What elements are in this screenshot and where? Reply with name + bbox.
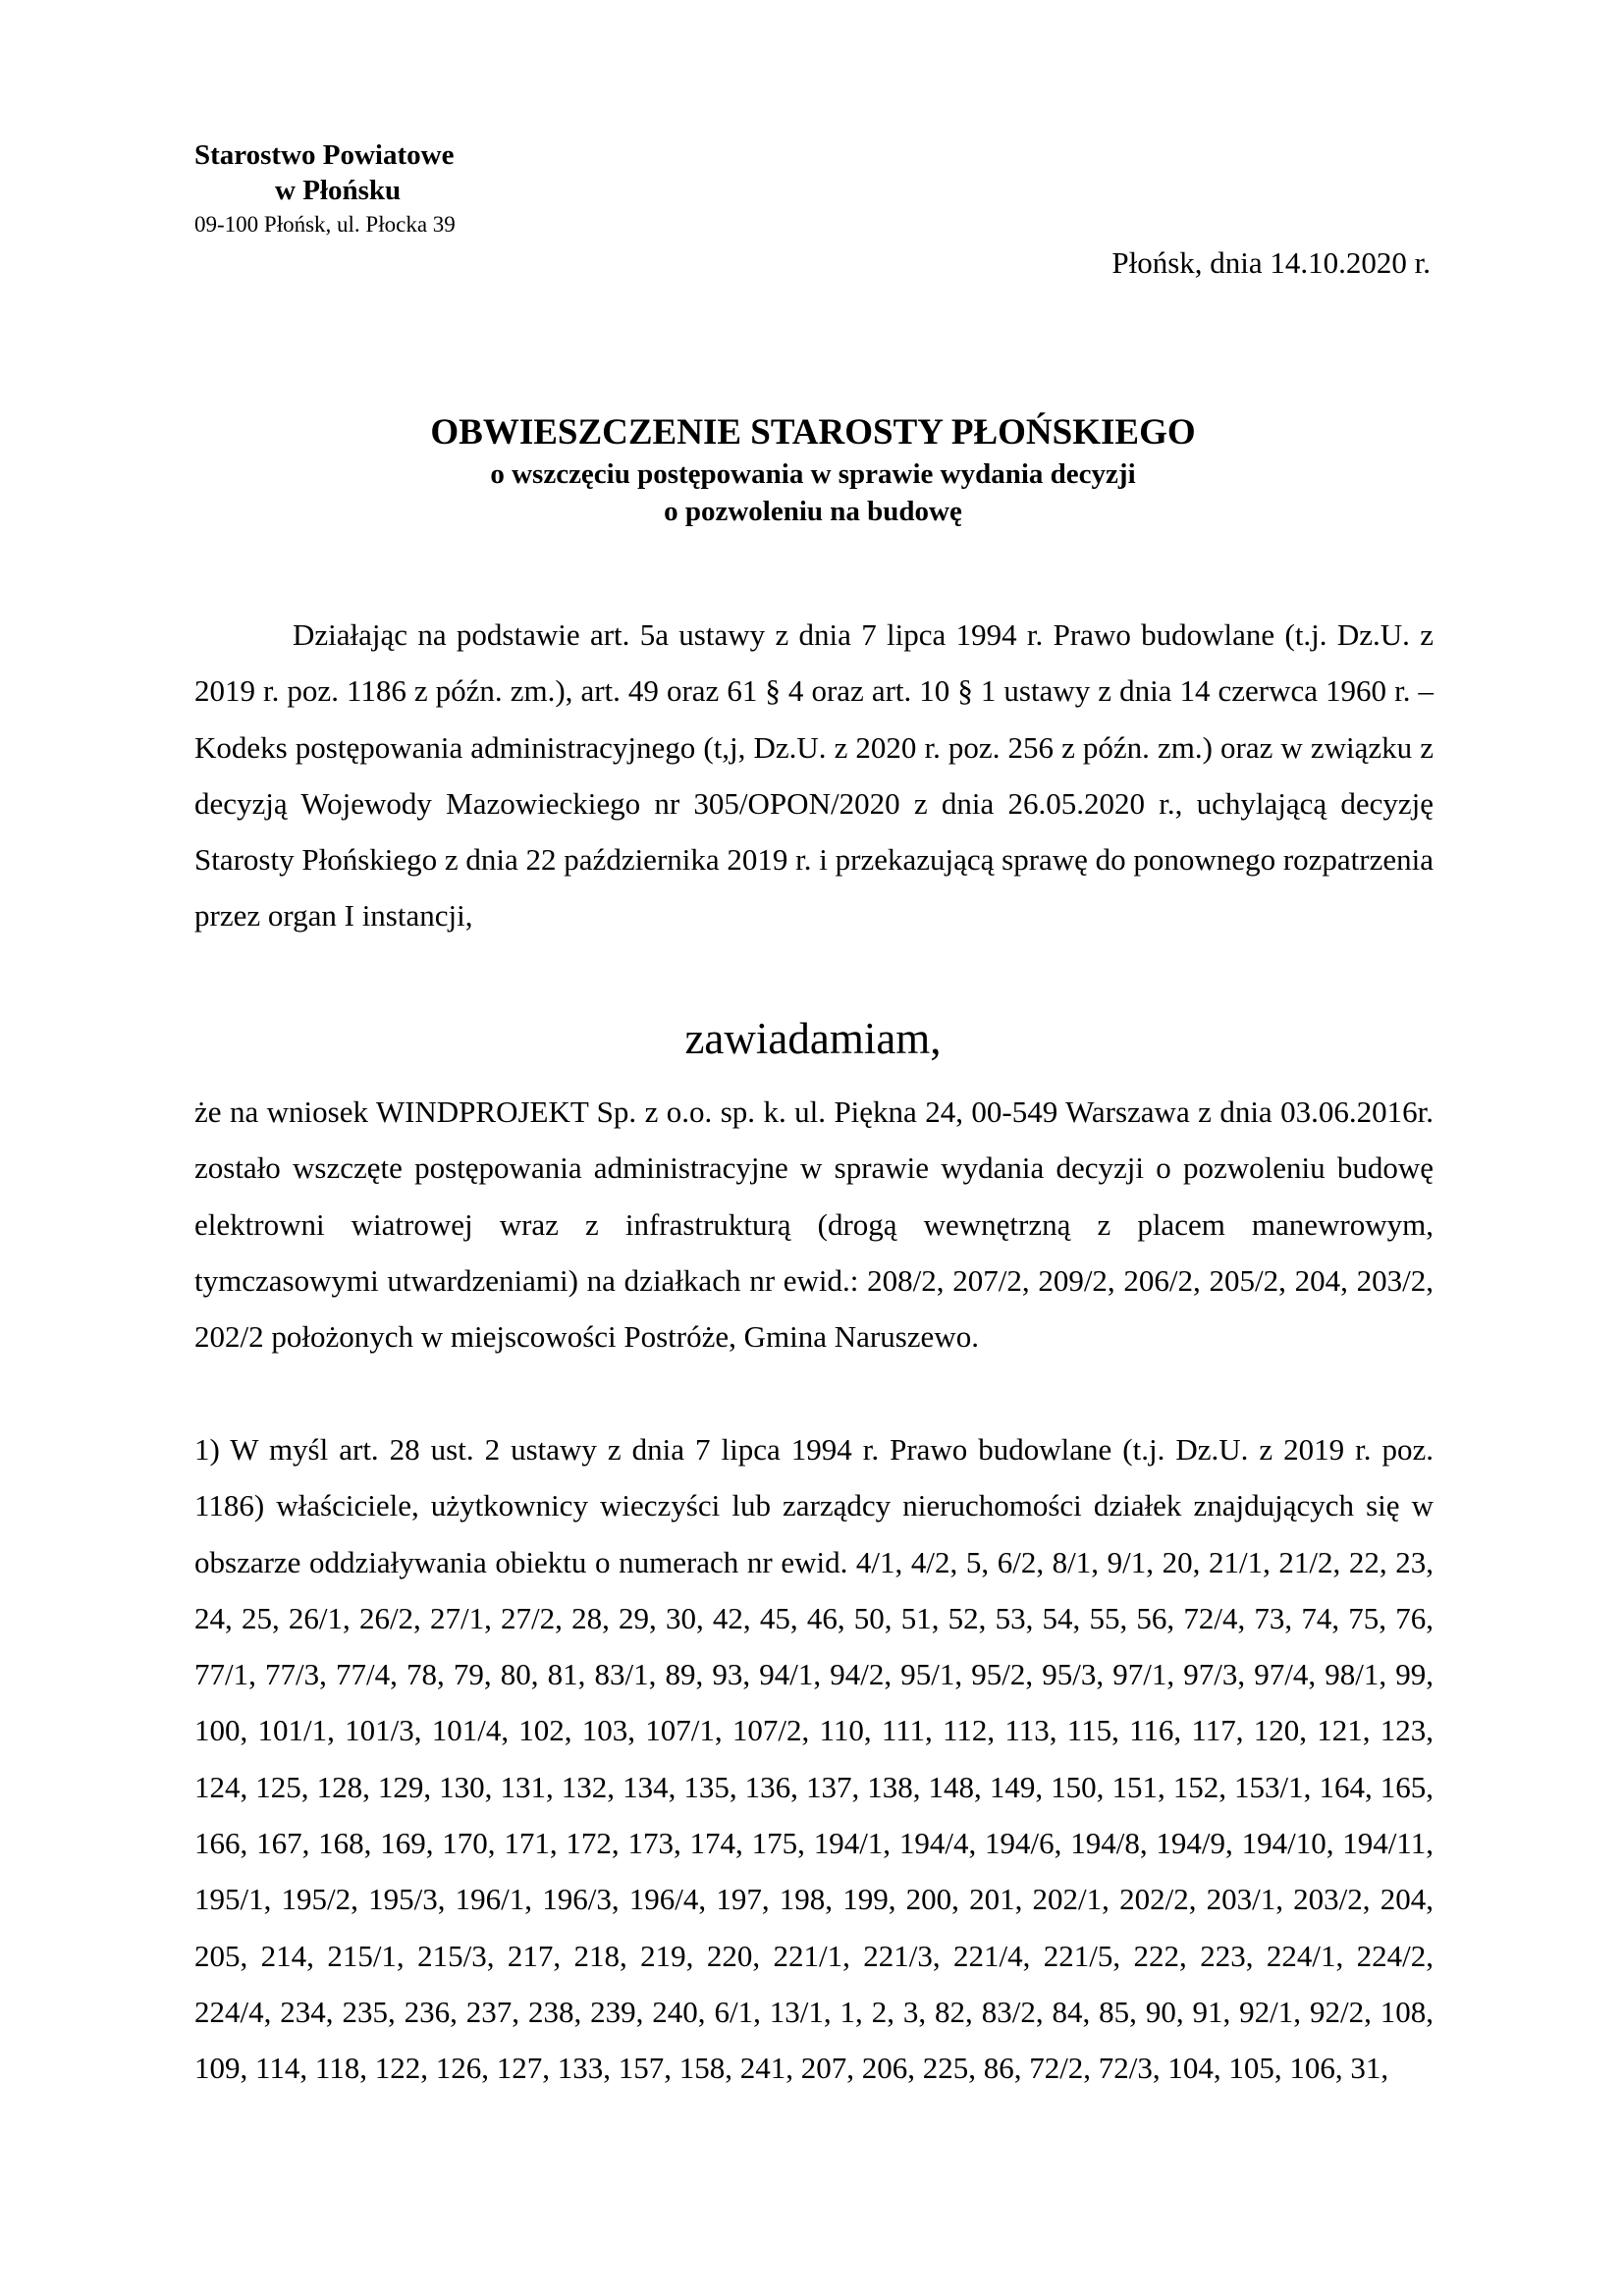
- notify-heading: zawiadamiam,: [684, 1014, 942, 1063]
- document-subtitle-line-2: o pozwoleniu na budowę: [664, 496, 962, 527]
- issuing-office: [194, 137, 456, 240]
- intro-text: Działając na podstawie art. 5a ustawy z dnia 7 lipca 1994 r. Prawo budowlane (t.j. Dz.U. z 2019 r. poz. 1186 z późn. zm.), art. 49 oraz 61 § 4 oraz art. 10 § 1 ustawy z dnia 14 czerwca 1960 r. – Kodeks postępowania administracyjnego (t,j, Dz.U. z 2020 r. poz. 256 z późn. zm.) oraz w związku z decyzją Wojewody Mazowieckiego nr 305/OPON/2020 z dnia 26.05.2020 r., uchylającą decyzję Starosty Płońskiego z dnia 22 października 2019 r. i przekazującą sprawę do ponownego rozpatrzenia przez organ I instancji,: [194, 617, 1434, 934]
- title-block: [194, 410, 1432, 530]
- point-1-paragraph: [194, 1421, 1434, 2097]
- document-date: Płońsk, dnia 14.10.2020 r.: [1111, 245, 1431, 280]
- intro-paragraph: [194, 607, 1434, 944]
- office-address: 09-100 Płońsk, ul. Płocka 39: [194, 212, 456, 237]
- decision-paragraph: [194, 1084, 1434, 1364]
- document-title: OBWIESZCZENIE STAROSTY PŁOŃSKIEGO: [430, 412, 1196, 453]
- decision-text: że na wniosek WINDPROJEKT Sp. z o.o. sp. k. ul. Piękna 24, 00-549 Warszawa z dnia 03.06.2016r. zostało wszczęte postępowania administracyjne w sprawie wydania decyzji o pozwoleniu budowę elektrowni wiatrowej wraz z infrastrukturą (drogą wewnętrzną z placem manewrowym, tymczasowymi utwardzeniami) na działkach nr ewid.: 208/2, 207/2, 209/2, 206/2, 205/2, 204, 203/2, 202/2 położonych w miejscowości Postróże, Gmina Naruszewo.: [194, 1095, 1434, 1355]
- document-subtitle-line-1: o wszczęciu postępowania w sprawie wydania decyzji: [490, 458, 1136, 490]
- point-1-text: 1) W myśl art. 28 ust. 2 ustawy z dnia 7 lipca 1994 r. Prawo budowlane (t.j. Dz.U. z 2019 r. poz. 1186) właściciele, użytkownicy wieczyści lub zarządcy nieruchomości działek znajdujących się w obszarze oddziaływania obiektu o numerach nr ewid. 4/1, 4/2, 5, 6/2, 8/1, 9/1, 20, 21/1, 21/2, 22, 23, 24, 25, 26/1, 26/2, 27/1, 27/2, 28, 29, 30, 42, 45, 46, 50, 51, 52, 53, 54, 55, 56, 72/4, 73, 74, 75, 76, 77/1, 77/3, 77/4, 78, 79, 80, 81, 83/1, 89, 93, 94/1, 94/2, 95/1, 95/2, 95/3, 97/1, 97/3, 97/4, 98/1, 99, 100, 101/1, 101/3, 101/4, 102, 103, 107/1, 107/2, 110, 111, 112, 113, 115, 116, 117, 120, 121, 123, 124, 125, 128, 129, 130, 131, 132, 134, 135, 136, 137, 138, 148, 149, 150, 151, 152, 153/1, 164, 165, 166, 167, 168, 169, 170, 171, 172, 173, 174, 175, 194/1, 194/4, 194/6, 194/8, 194/9, 194/10, 194/11, 195/1, 195/2, 195/3, 196/1, 196/3, 196/4, 197, 198, 199, 200, 201, 202/1, 202/2, 203/1, 203/2, 204, 205, 214, 215/1, 215/3, 217, 218, 219, 220, 221/1, 221/3, 221/4, 221/5, 222, 223, 224/1, 224/2, 224/4, 234, 235, 236, 237, 238, 239, 240, 6/1, 13/1, 1, 2, 3, 82, 83/2, 84, 85, 90, 91, 92/1, 92/2, 108, 109, 114, 118, 122, 126, 127, 133, 157, 158, 241, 207, 206, 225, 86, 72/2, 72/3, 104, 105, 106, 31,: [194, 1432, 1434, 2086]
- office-name: Starostwo Powiatowe: [194, 139, 455, 171]
- office-city: w Płońsku: [275, 175, 402, 206]
